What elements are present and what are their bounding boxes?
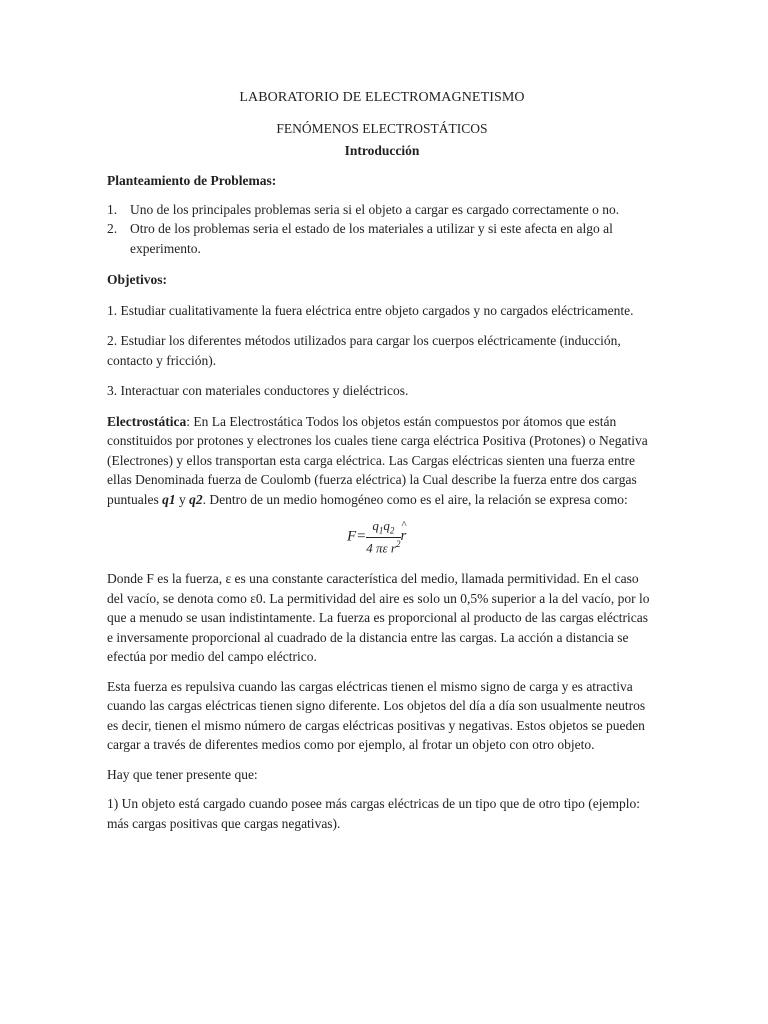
charge-q1: q1 xyxy=(162,491,176,507)
conjunction: y xyxy=(175,491,190,507)
formula-lhs: F xyxy=(347,528,357,545)
numerator-sub: 1 xyxy=(378,525,384,536)
charge-q2: q2 xyxy=(189,491,203,507)
numerator-q: q xyxy=(383,518,390,533)
document-title: LABORATORIO DE ELECTROMAGNETISMO xyxy=(239,90,525,105)
objective-item: 2. Estudiar los diferentes métodos utilizados para cargar los cuerpos eléctricamente (inducción, contacto y fricción). xyxy=(107,333,621,368)
formula-denominator xyxy=(366,538,400,556)
denominator-sup: 2 xyxy=(396,538,401,549)
electrostatics-paragraph xyxy=(107,412,657,510)
problems-heading: Planteamiento de Problemas: xyxy=(107,173,277,188)
paragraph: Donde F es la fuerza, ε es una constante característica del medio, llamada permitividad. En el caso del vacío, se denota como ε0. La permitividad del aire es solo un 0,5% superior a la del vacío, por lo que a menudo se usan indistintamente. La fuerza es proporcional al producto de las cargas eléctricas e inversamente proporcional al cuadrado de la distancia entre las cargas. La acción a distancia se efectúa por medio del campo eléctrico. xyxy=(107,571,650,664)
unit-vector-r: ^ r xyxy=(401,528,407,544)
electrostatics-text-1: : En La Electrostática Todos los objetos están compuestos por átomos que están constituidos por protones y electrones los cuales tiene carga eléctrica Positiva (Protones) o Negativa (Electrones) y ellos transportan esta carga eléctrica. Las Cargas eléctricas sienten una fuerza entre ellas Denominada fuerza de Coulomb (fuerza eléctrica) la Cual describe la fuerza entre dos cargas puntuales xyxy=(107,413,648,507)
electrostatics-text-2: . Dentro de un medio homogéneo como es el aire, la relación se expresa como: xyxy=(202,491,628,507)
formula-fraction xyxy=(366,518,400,556)
list-number: 2. xyxy=(107,221,118,236)
denominator-text: 4 πε r xyxy=(366,539,396,555)
numerator-sub: 2 xyxy=(389,525,395,536)
formula-numerator xyxy=(366,518,400,538)
objective-item: 1. Estudiar cualitativamente la fuera eléctrica entre objeto cargados y no cargados eléctricamente. xyxy=(107,302,634,318)
paragraph: Esta fuerza es repulsiva cuando las cargas eléctricas tienen el mismo signo de carga y es atractiva cuando las cargas eléctricas tienen signo diferente. Los objetos del día a día son usualmente neutros es decir, tienen el mismo número de cargas eléctricas positivas y negativas. Estos objetos se pueden cargar a través de diferentes medios como por ejemplo, al frotar un objeto con otro objeto. xyxy=(107,678,646,752)
list-text: Otro de los problemas seria el estado de los materiales a utilizar y si este afecta en algo al experimento. xyxy=(130,221,613,256)
numerator-q: q xyxy=(372,518,379,533)
list-number: 1. xyxy=(107,201,118,217)
formula-equals: = xyxy=(356,528,367,545)
problems-list xyxy=(107,200,657,259)
list-text: Uno de los principales problemas seria si el objeto a cargar es cargado correctamente o no. xyxy=(130,201,620,217)
coulomb-formula xyxy=(107,509,657,569)
document-subtitle: FENÓMENOS ELECTROSTÁTICOS xyxy=(276,121,488,136)
paragraph: Hay que tener presente que: xyxy=(107,766,258,782)
objective-item: 3. Interactuar con materiales conductores y dieléctricos. xyxy=(107,383,409,398)
electrostatics-term: Electrostática xyxy=(107,413,187,429)
document-body xyxy=(107,90,657,833)
paragraph: 1) Un objeto está cargado cuando posee más cargas eléctricas de un tipo que de otro tipo (ejemplo: más cargas positivas que cargas negativas). xyxy=(107,796,640,831)
formula-expression xyxy=(347,518,406,556)
list-item xyxy=(107,219,657,258)
list-item xyxy=(107,200,657,220)
section-heading-introduccion: Introducción xyxy=(344,143,420,158)
objectives-heading: Objetivos: xyxy=(107,272,167,287)
